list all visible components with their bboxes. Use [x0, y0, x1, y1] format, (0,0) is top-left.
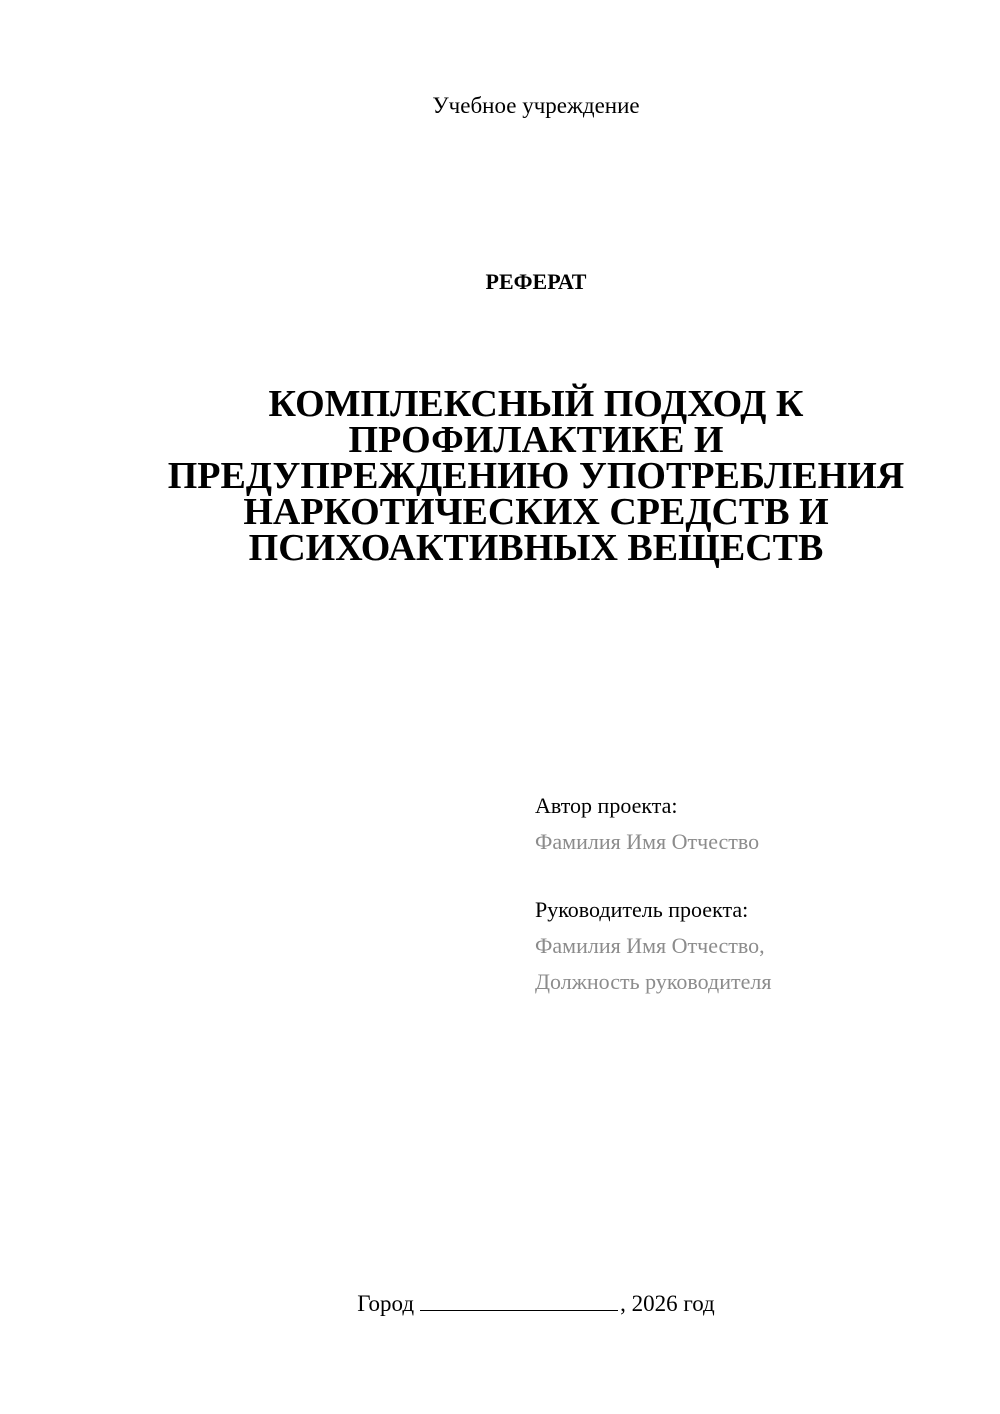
author-label: Автор проекта:: [535, 793, 678, 818]
title-line: ПСИХОАКТИВНЫХ ВЕЩЕСТВ: [248, 527, 824, 569]
title-line: НАРКОТИЧЕСКИХ СРЕДСТВ И: [243, 491, 829, 533]
document-title: [0, 383, 1000, 569]
title-line: ПРЕДУПРЕЖДЕНИЮ УПОТРЕБЛЕНИЯ: [167, 455, 905, 497]
institution-name: Учебное учреждение: [432, 93, 640, 118]
city-label: Город: [357, 1291, 415, 1316]
document-type: РЕФЕРАТ: [485, 269, 587, 294]
author-block: [535, 788, 759, 860]
year-text: , 2026 год: [620, 1291, 715, 1316]
city-blank-line: [420, 1288, 618, 1311]
supervisor-label: Руководитель проекта:: [535, 897, 749, 922]
author-name: Фамилия Имя Отчество: [535, 829, 760, 854]
supervisor-position: Должность руководителя: [535, 969, 772, 994]
supervisor-name: Фамилия Имя Отчество,: [535, 933, 765, 958]
title-line: КОМПЛЕКСНЫЙ ПОДХОД К: [268, 383, 804, 425]
supervisor-block: [535, 892, 771, 1000]
title-line: ПРОФИЛАКТИКЕ И: [348, 419, 724, 461]
footer-city-year: [0, 1288, 1000, 1319]
